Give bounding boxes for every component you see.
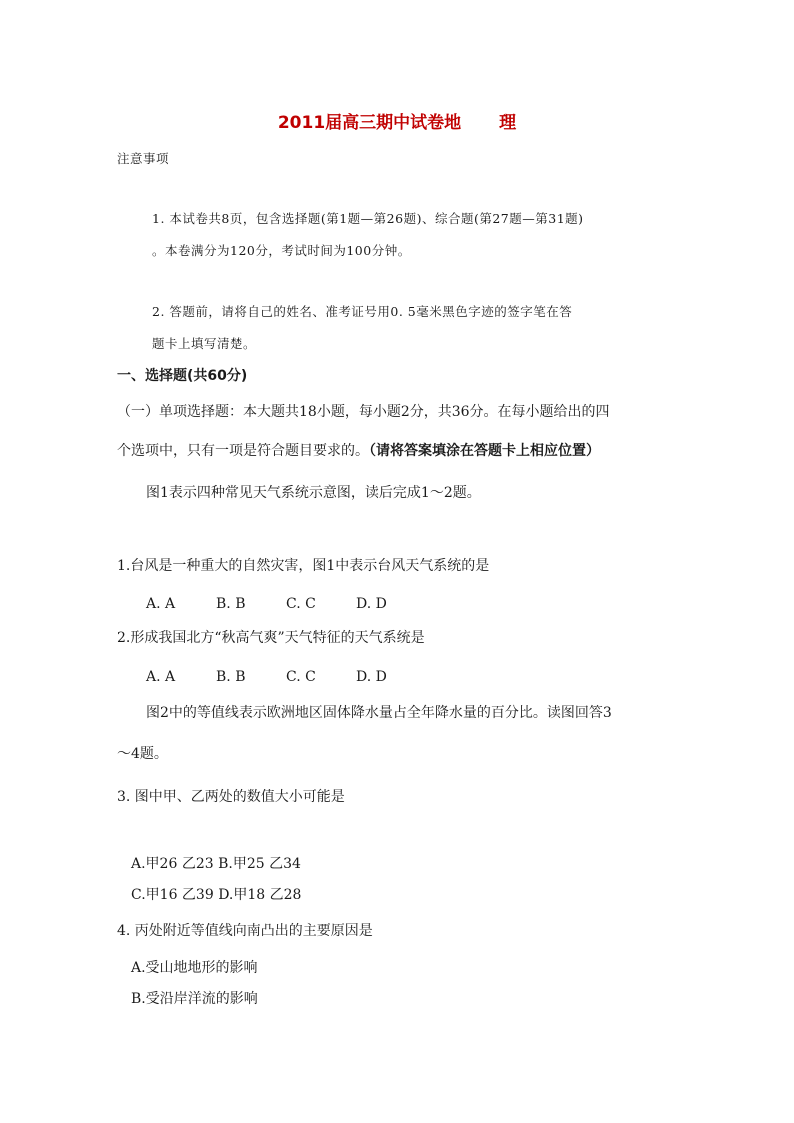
question-4-option-a: A.受山地地形的影响	[131, 960, 258, 976]
exam-title-main: 2011届高三期中试卷地	[277, 113, 462, 133]
question-1-option-a: A. A	[146, 596, 176, 612]
notice-item1-line1: 1. 本试卷共8页，包含选择题(第1题—第26题)、综合题(第27题—第31题)	[152, 211, 584, 226]
question-1-option-b: B. B	[216, 596, 246, 612]
question-2-option-c: C. C	[286, 669, 316, 685]
section1-instructions-line1: （一）单项选择题：本大题共18小题，每小题2分，共36分。在每小题给出的四	[117, 404, 610, 420]
figure2-intro-line2: ～4题。	[117, 746, 168, 762]
question-1-stem: 1.台风是一种重大的自然灾害，图1中表示台风天气系统的是	[117, 558, 490, 574]
question-3-options-line1: A.甲26 乙23 B.甲25 乙34	[131, 856, 301, 872]
notice-item1-line2: 。本卷满分为120分，考试时间为100分钟。	[152, 243, 411, 258]
figure2-intro-line1: 图2中的等值线表示欧洲地区固体降水量占全年降水量的百分比。读图回答3	[146, 705, 612, 721]
question-3-options-line2: C.甲16 乙39 D.甲18 乙28	[131, 887, 302, 903]
exam-title-subject: 理	[499, 113, 517, 133]
question-2-options	[146, 668, 426, 686]
question-1-option-c: C. C	[286, 596, 316, 612]
answer-card-note: （请将答案填涂在答题卡上相应位置）	[369, 443, 600, 459]
question-1-option-d: D. D	[356, 596, 387, 612]
section1-instructions-text: 个选项中，只有一项是符合题目要求的。	[117, 443, 369, 459]
question-3-stem: 3. 图中甲、乙两处的数值大小可能是	[117, 789, 345, 805]
question-4-stem: 4. 丙处附近等值线向南凸出的主要原因是	[117, 923, 373, 939]
section1-instructions-line2	[117, 442, 600, 460]
question-2-option-d: D. D	[356, 669, 387, 685]
notice-item2-line2: 题卡上填写清楚。	[152, 336, 257, 351]
question-1-options	[146, 595, 426, 613]
question-2-option-a: A. A	[146, 669, 176, 685]
notice-item2-line1: 2. 答题前，请将自己的姓名、准考证号用0. 5毫米黑色字迹的签字笔在答	[152, 304, 573, 319]
section1-heading: 一、选择题(共60分)	[117, 368, 248, 384]
question-4-option-b: B.受沿岸洋流的影响	[131, 991, 258, 1007]
notice-heading: 注意事项	[117, 151, 170, 166]
question-2-option-b: B. B	[216, 669, 246, 685]
figure1-intro: 图1表示四种常见天气系统示意图，读后完成1～2题。	[146, 485, 481, 501]
question-2-stem: 2.形成我国北方“秋高气爽”天气特征的天气系统是	[117, 630, 425, 646]
exam-title	[0, 108, 794, 133]
